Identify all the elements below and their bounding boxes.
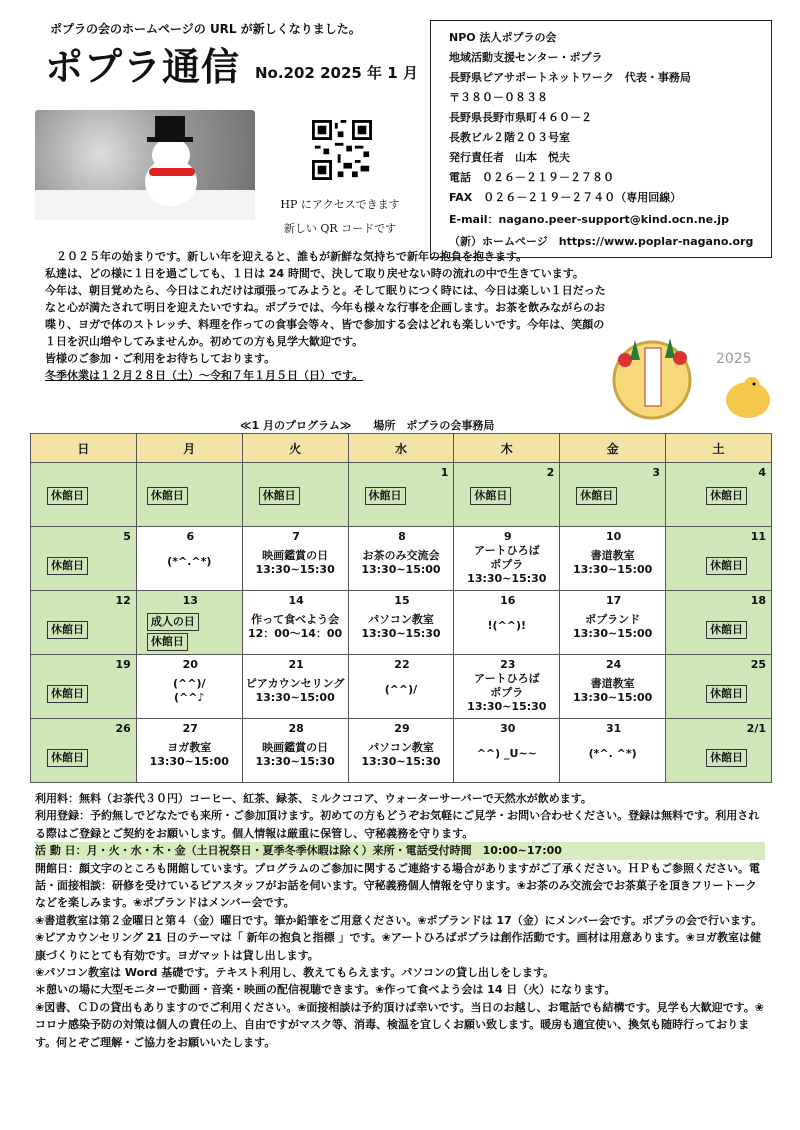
calendar-day: [242, 591, 348, 655]
day-number: 12: [115, 594, 131, 607]
closed-day-badge: 休館日: [706, 685, 747, 703]
lounge-info: ＊憩いの場に大型モニターで動画・音楽・映画の配信視聴できます。❀作って食べよう会は 14 日（火）になります。: [35, 983, 616, 997]
calendar-day: [242, 655, 348, 719]
calendar-day: [560, 719, 666, 783]
closed-day-badge: 休館日: [365, 487, 406, 505]
day-number: 18: [750, 594, 766, 607]
email-link[interactable]: E-mail：nagano.peer-support@kind.ocn.ne.jp: [449, 213, 729, 226]
day-number: 9: [503, 530, 512, 543]
closed-day-badge: 休館日: [706, 621, 747, 639]
closed-day-badge: 休館日: [706, 487, 747, 505]
calendar-day: [31, 527, 137, 591]
url-notice: ポプラの会のホームページの URL が新しくなりました。: [50, 22, 361, 36]
program-entry: パソコン教室: [368, 613, 434, 626]
day-number: 29: [394, 722, 410, 735]
closed-day-badge: 休館日: [47, 749, 88, 767]
issue-label: No.202 2025 年 1 月: [255, 64, 418, 82]
calendar-day: [560, 655, 666, 719]
program-title: ≪1 月のプログラム≫ 場所 ポプラの会事務局: [240, 419, 495, 432]
closed-day-badge: 休館日: [147, 633, 188, 651]
holiday-label: 成人の日: [147, 613, 199, 631]
calendar-day: [136, 719, 242, 783]
day-number: 15: [394, 594, 410, 607]
calendar-day: [666, 655, 772, 719]
closed-day-badge: 休館日: [470, 487, 511, 505]
program-entry: ポプラ: [490, 558, 524, 571]
weekday-header: 金: [560, 434, 666, 463]
snowman-photo: [35, 110, 255, 220]
program-entry: 13:30~15:00: [573, 627, 653, 640]
program-entry: パソコン教室: [368, 741, 434, 754]
day-number: 30: [500, 722, 516, 735]
calendar-day: [136, 527, 242, 591]
weekday-header: 月: [136, 434, 242, 463]
program-entry: (^^)/: [173, 677, 206, 690]
calendar-day: [454, 463, 560, 527]
program-calendar: [30, 433, 772, 783]
qr-code-icon[interactable]: [312, 120, 372, 180]
org-line: 発行責任者 山本 悦夫: [449, 151, 570, 164]
day-number: 22: [394, 658, 410, 671]
day-number: 31: [605, 722, 622, 735]
program-entry: ピアカウンセリング: [245, 677, 345, 690]
calendar-day: [348, 719, 454, 783]
closed-day-badge: 休館日: [47, 487, 88, 505]
program-entry: (^^♪: [174, 691, 205, 704]
closed-day-badge: 休館日: [259, 487, 300, 505]
calendar-day: [666, 719, 772, 783]
closed-day-badge: 休館日: [147, 487, 188, 505]
weekday-header: 土: [666, 434, 772, 463]
program-entry: 13:30~15:00: [573, 691, 653, 704]
svg-text:2025: 2025: [716, 351, 752, 367]
closed-day-badge: 休館日: [47, 557, 88, 575]
calendar-day: [666, 463, 772, 527]
program-entry: 13:30~15:30: [255, 755, 335, 768]
calendar-day: [454, 655, 560, 719]
program-entry: ^^) _U~~: [476, 747, 537, 760]
fee-info: 利用料：無料（お茶代３０円）コーヒー、紅茶、緑茶、ミルクココア、ウォーターサーバーで天然水が飲めます。: [35, 792, 592, 805]
program-entry: (*^. ^*): [588, 747, 637, 760]
calendar-week: [31, 655, 772, 719]
pc-class-info: ❀パソコン教室は Word 基礎です。テキスト利用し、教えてもらえます。パソコンの貸し出しをします。: [35, 966, 555, 980]
usage-info: [35, 790, 765, 1051]
registration-info: 利用登録：予約無しでどなたでも来所・ご参加頂けます。初めての方もどうぞお気軽にご見学・お問い合わせください。登録は無料です。利用される際はご登録とご契約をお願いします。個人情報は厳重に保管し、守秘義務を守ります。: [35, 809, 760, 840]
program-entry: ポプランド: [585, 613, 641, 626]
program-entry: 13:30~15:00: [255, 691, 335, 704]
calendar-day: [136, 463, 242, 527]
closed-day-badge: 休館日: [576, 487, 617, 505]
program-notes: ❀書道教室は第２金曜日と第４（金）曜日です。筆か鉛筆をご用意ください。❀ポプランドは 17（金）にメンバー会です。ポプラの会で行います。❀ピアカウンセリング 21 日のテーマは「 新年の抱負と指標 」です。❀アートひろばポプラは創作活動です。画材は用意あります。❀ヨガ教室は健康づくりにとても有効です。ヨガマットは貸し出します。: [35, 913, 763, 962]
program-entry: アートひろば: [473, 544, 540, 557]
calendar-day: [348, 463, 454, 527]
calendar-day: [666, 527, 772, 591]
weekday-header: 日: [31, 434, 137, 463]
calendar-day: [666, 591, 772, 655]
calendar-day: [560, 527, 666, 591]
calendar-day: [454, 527, 560, 591]
program-entry: 13:30~15:30: [361, 755, 441, 768]
program-entry: 書道教室: [590, 677, 635, 690]
calendar-day: [348, 655, 454, 719]
org-line: 〒３８０－０８３８: [449, 91, 548, 104]
calendar-day: [31, 719, 137, 783]
program-entry: 13:30~15:00: [573, 563, 653, 576]
library-info: ❀図書、ＣＤの貸出もありますのでご利用ください。❀面接相談は予約頂けば幸いです。当日のお越し、お電話でも結構です。見学も大歓迎です。❀コロナ感染予防の対策は個人の責任の上、自由ですがマスク等、消毒、検温を宜しくお願い致します。暖房も適宜使い、換気も随時行っております。何とぞご理解・ご協力をお願いいたします。: [35, 1000, 765, 1049]
intro-line: 皆様のご参加・ご利用をお待ちしております。: [45, 352, 276, 365]
day-number: 24: [605, 658, 622, 671]
day-number: 28: [288, 722, 304, 735]
program-entry: ヨガ教室: [167, 741, 212, 754]
qr-caption-line: 新しい QR コードです: [283, 222, 397, 235]
day-number: 10: [605, 530, 622, 543]
program-entry: 13:30~15:30: [467, 572, 547, 585]
day-number: 5: [123, 530, 131, 543]
calendar-day: [31, 655, 137, 719]
calendar-day: [136, 591, 242, 655]
qr-caption-line: HP にアクセスできます: [280, 198, 400, 211]
day-number: 8: [398, 530, 406, 543]
calendar-day: [242, 527, 348, 591]
intro-line: ２０２５年の始まりです。新しい年を迎えると、誰もが新鮮な気持ちで新年の抱負を抱きます。: [45, 250, 528, 263]
calendar-day: [454, 719, 560, 783]
org-line: 長野県長野市県町４６０－２: [449, 111, 592, 124]
day-number: 27: [182, 722, 198, 735]
calendar-day: [348, 591, 454, 655]
day-number: 6: [186, 530, 195, 543]
calendar-day: [136, 655, 242, 719]
fax: FAX ０２６－２１９－２７４０（専用回線）: [449, 191, 682, 204]
day-number: 13: [182, 594, 198, 607]
closed-day-badge: 休館日: [47, 685, 88, 703]
homepage-link[interactable]: （新）ホームページ https://www.poplar-nagano.org: [449, 235, 754, 248]
day-number: 19: [115, 658, 131, 671]
day-number: 20: [182, 658, 198, 671]
program-entry: 13:30~15:30: [255, 563, 335, 576]
day-number: 23: [500, 658, 516, 671]
day-number: 7: [292, 530, 300, 543]
org-line: NPO 法人ポプラの会: [449, 31, 557, 44]
day-number: 11: [750, 530, 766, 543]
opening-info: 開館日：顔文字のところも開館しています。プログラムのご参加に関するご連絡する場合がありますがご了承ください。ＨＰもご参照ください。電話・面接相談：研修を受けているピアスタッフがお話を伺います。守秘義務個人情報を守ります。❀お茶のみ交流会でお茶菓子を頂きフリートークなどを楽しみます。❀ポプランドはメンバー会です。: [35, 861, 761, 910]
activity-days: 活 動 日：月・火・水・木・金（土日祝祭日・夏季冬季休暇は除く）来所・電話受付時間 10:00~17:00: [35, 842, 765, 859]
calendar-day: [560, 463, 666, 527]
program-entry: 映画鑑賞の日: [262, 741, 329, 754]
calendar-day: [560, 591, 666, 655]
calendar-week: [31, 463, 772, 527]
program-entry: 作って食べよう会: [251, 613, 340, 626]
day-number: 17: [605, 594, 622, 607]
intro-text: [45, 248, 610, 384]
program-entry: 13:30~15:30: [361, 627, 441, 640]
day-number: 25: [750, 658, 766, 671]
calendar-week: [31, 591, 772, 655]
phone: 電話 ０２６－２１９－２７８０: [449, 171, 614, 184]
program-entry: 映画鑑賞の日: [262, 549, 329, 562]
intro-line: 今年は、朝目覚めたら、今日はこれだけは頑張ってみようと。そして眠りにつく時には、今日は楽しい１日だったなと心が満たされて明日を迎えたいですね。ポプラでは、今年も様々な行事を企画します。お茶を飲みながらのお喋り、ヨガで体のストレッチ、料理を作っての食事会等々、皆で参加する会はどれも楽しいです。今年は、笑顔の１日を沢山増やしてみませんか。初めての方も見学大歓迎です。: [45, 284, 606, 348]
program-entry: アートひろば: [473, 672, 540, 685]
calendar-day: [242, 463, 348, 527]
program-entry: 13:30~15:00: [361, 563, 441, 576]
weekday-header: 火: [242, 434, 348, 463]
program-entry: 書道教室: [590, 549, 635, 562]
day-number: 16: [500, 594, 516, 607]
program-entry: (^^)/: [384, 683, 418, 696]
calendar-week: [31, 527, 772, 591]
day-number: 4: [758, 466, 766, 479]
closed-day-badge: 休館日: [706, 749, 747, 767]
calendar-day: [31, 591, 137, 655]
program-entry: !(^^)!: [487, 619, 527, 632]
organization-info: [430, 20, 772, 258]
program-entry: (*^.^*): [167, 555, 212, 568]
day-number: 26: [115, 722, 131, 735]
program-entry: 13:30~15:30: [467, 700, 547, 713]
newsletter-title: ポプラ通信: [45, 45, 241, 89]
winter-closure: 冬季休業は１２月２８日（土）～令和７年１月５日（日）です。: [45, 369, 364, 382]
qr-caption: [270, 193, 410, 241]
org-line: 長野県ピアサポートネットワーク 代表・事務局: [449, 71, 691, 84]
day-number: 2/1: [746, 722, 766, 735]
day-number: 2: [546, 466, 555, 479]
closed-day-badge: 休館日: [706, 557, 747, 575]
program-entry: 12：00～14：00: [247, 627, 343, 640]
day-number: 1: [440, 466, 449, 479]
day-number: 3: [652, 466, 661, 479]
day-number: 14: [288, 594, 304, 607]
calendar-day: [454, 591, 560, 655]
calendar-day: [31, 463, 137, 527]
org-line: 長教ビル２階２０３号室: [449, 131, 570, 144]
weekday-header: 水: [348, 434, 454, 463]
intro-line: 私達は、どの様に１日を過ごしても、１日は 24 時間で、決して取り戻せない時の流れの中で生きています。: [45, 267, 584, 280]
calendar-week: [31, 719, 772, 783]
snake-ornament-icon: [710, 345, 780, 425]
weekday-header: 木: [454, 434, 560, 463]
program-entry: お茶のみ交流会: [362, 549, 440, 562]
program-entry: ポプラ: [490, 686, 524, 699]
closed-day-badge: 休館日: [47, 621, 88, 639]
new-year-decoration-icon: [605, 330, 700, 425]
program-entry: 13:30~15:00: [149, 755, 229, 768]
calendar-day: [242, 719, 348, 783]
org-line: 地域活動支援センター・ポプラ: [449, 51, 603, 64]
day-number: 21: [288, 658, 304, 671]
calendar-day: [348, 527, 454, 591]
